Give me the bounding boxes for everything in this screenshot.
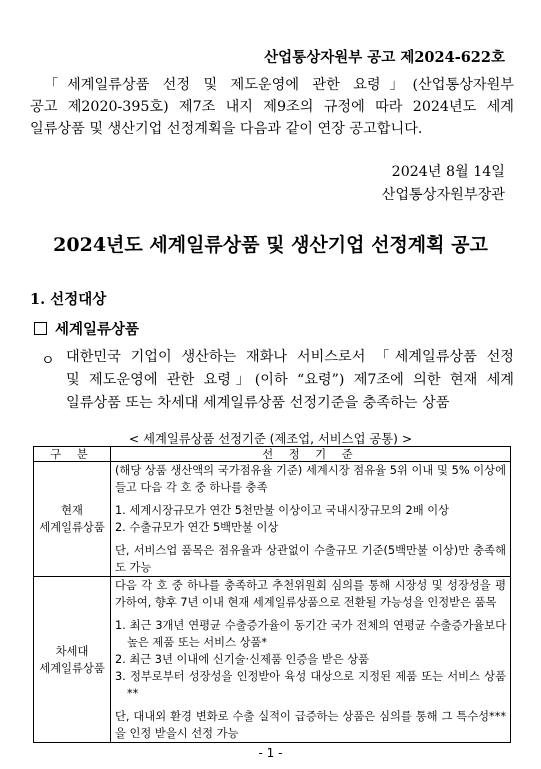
criteria-intro: (해당 상품 생산액의 국가점유율 기준) 세계시장 점유율 5위 이내 및 5% 이상에 들고 다음 각 호 중 하나를 충족 <box>115 464 506 494</box>
issuer: 산업통상자원부장관 <box>381 187 505 203</box>
criteria-note: 단, 대내외 환경 변화로 수출 실적이 급증하는 상품은 심의를 통해 그 특수성***을 인정 받을시 선정 가능 <box>115 710 506 740</box>
criteria-item: 2. 수출규모가 연간 5백만불 이상 <box>115 521 279 534</box>
notice-date: 2024년 8월 14일 <box>391 164 505 180</box>
criteria-note: 단, 서비스업 품목은 점유율과 상관없이 수출규모 기준(5백만불 이상)만 충족해도 가능 <box>115 544 506 574</box>
criteria-item: 1. 세계시장규모가 연간 5천만불 이상이고 국내시장규모의 2배 이상 <box>115 504 450 517</box>
intro-paragraph <box>30 74 514 140</box>
header-category: 구 분 <box>34 447 111 462</box>
intro-line: 공고 제2020-395호) 제7조 내지 제9조의 규정에 따라 2024년도 세계 <box>30 99 514 115</box>
row-category: 차세대 세계일류상품 <box>34 577 111 743</box>
bullet-line: 및 제도운영에 관한 요령」(이하 “요령”) 제7조에 의한 현재 세계 <box>66 372 514 388</box>
section-heading: 1. 선정대상 <box>30 291 107 308</box>
criteria-item: 1. 최근 3개년 연평균 수출증가율이 동기간 국가 전체의 연평균 수출증가율보다 높은 제품 또는 서비스 상품* <box>115 619 506 649</box>
header-criteria: 선 정 기 준 <box>111 447 511 462</box>
criteria-item: 2. 최근 3년 이내에 신기술‧신제품 인증을 받은 상품 <box>115 653 370 666</box>
table-header-row <box>34 447 511 462</box>
criteria-intro: 다음 각 호 중 하나를 충족하고 추천위원회 심의를 통해 시장성 및 성장성을 평가하여, 향후 7년 이내 현재 세계일류상품으로 전환될 가능성을 인정받은 품목 <box>115 579 506 609</box>
bullet-line: 대한민국 기업이 생산하는 재화나 서비스로서 「세계일류상품 선정 <box>66 349 514 365</box>
table-row <box>34 462 511 577</box>
table-caption: < 세계일류상품 선정기준 (제조업, 서비스업 공통) > <box>128 432 413 446</box>
subheading-text: 세계일류상품 <box>55 321 140 338</box>
notice-number: 산업통상자원부 공고 제2024-622호 <box>264 49 505 66</box>
intro-line: 일류상품 및 생산기업 선정계획을 다음과 같이 연장 공고합니다. <box>30 121 423 137</box>
square-box-icon <box>34 322 47 335</box>
page-title: 2024년도 세계일류상품 및 생산기업 선정계획 공고 <box>53 234 488 256</box>
table-row <box>34 577 511 743</box>
intro-line: 「세계일류상품 선정 및 제도운영에 관한 요령」(산업통상자원부 <box>44 77 514 93</box>
criteria-table <box>33 446 511 743</box>
row-criteria <box>111 462 511 577</box>
bullet-paragraph <box>66 346 514 415</box>
bullet-icon: ㅇ <box>41 353 55 369</box>
subheading <box>34 318 139 339</box>
criteria-item: 3. 정부로부터 성장성을 인정받아 육성 대상으로 지정된 제품 또는 서비스 상품** <box>115 670 506 700</box>
bullet-line: 일류상품 또는 차세대 세계일류상품 선정기준을 충족하는 상품 <box>66 395 450 411</box>
row-category: 현재 세계일류상품 <box>34 462 111 577</box>
page-number: - 1 - <box>258 746 283 760</box>
row-criteria <box>111 577 511 743</box>
